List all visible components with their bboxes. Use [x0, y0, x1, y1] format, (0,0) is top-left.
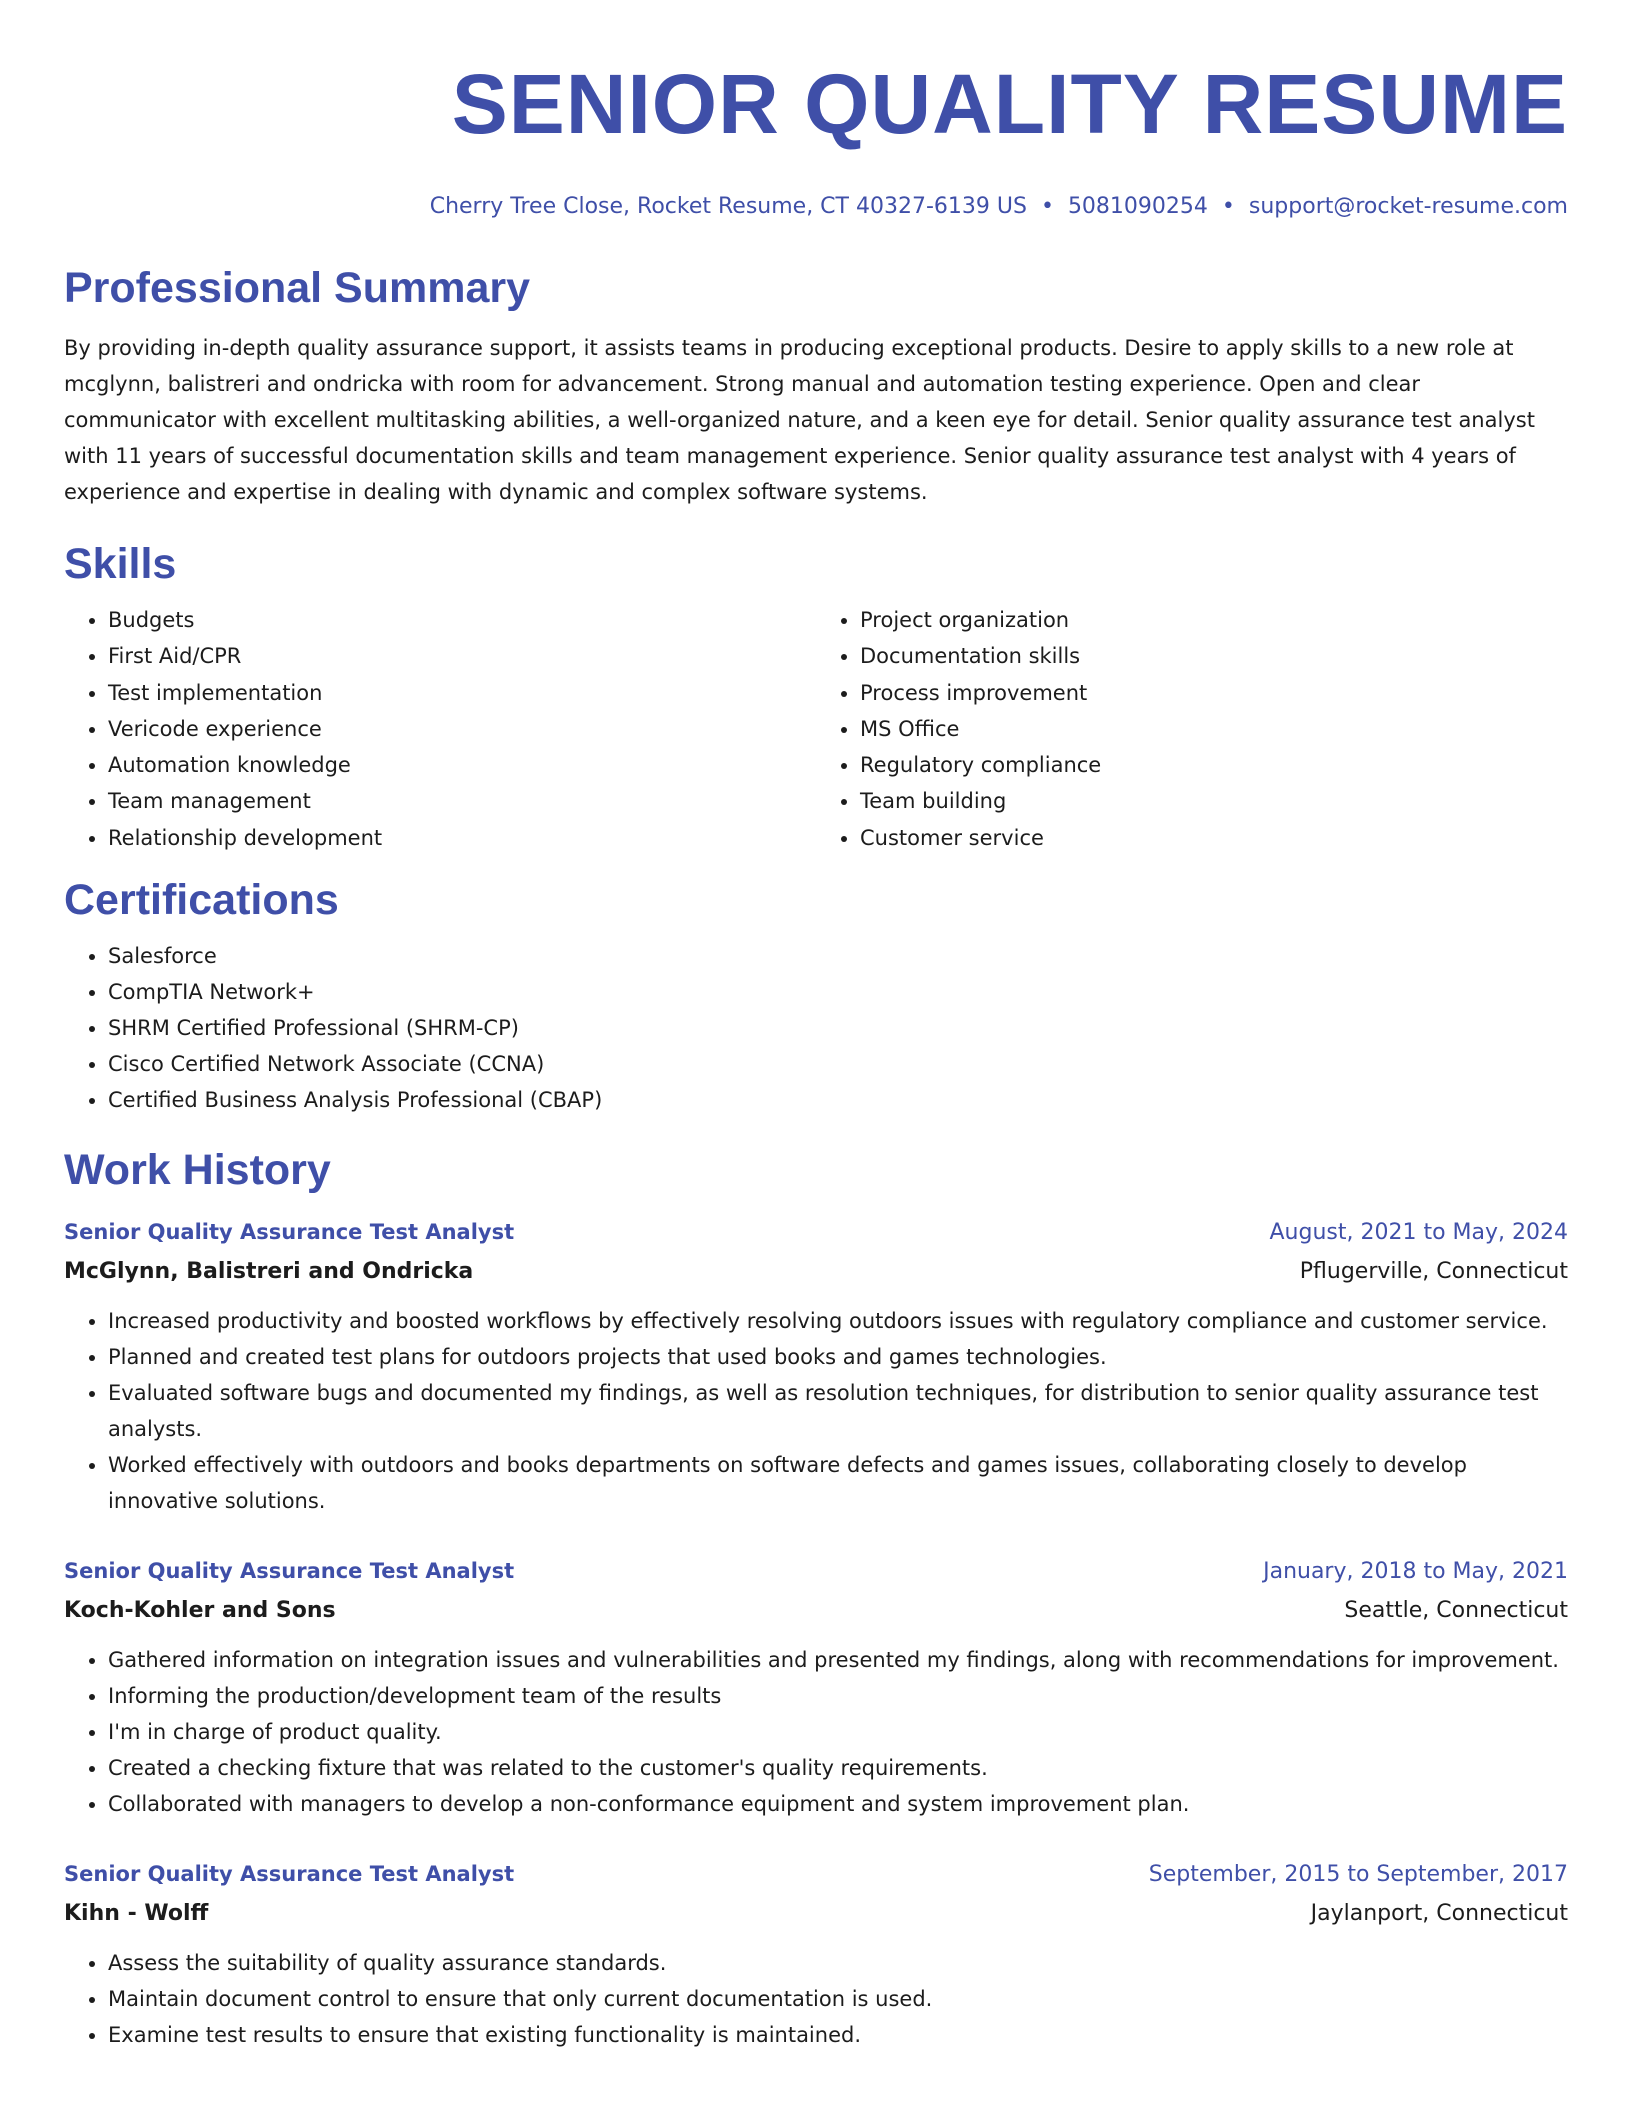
- certifications-heading: Certifications: [64, 876, 339, 925]
- skills-list-left: [64, 602, 816, 856]
- job-bullets: [64, 1303, 1568, 1519]
- certification-item: • Certified Business Analysis Professional (CBAP): [108, 1082, 1568, 1118]
- job-location: Seattle, Connecticut: [1344, 1598, 1568, 1624]
- resume-title: SENIOR QUALITY RESUME: [451, 57, 1568, 151]
- certification-item: • SHRM Certified Professional (SHRM-CP): [108, 1010, 1568, 1046]
- job-entry: [64, 1854, 1568, 2053]
- job-company: McGlynn, Balistreri and Ondricka: [64, 1259, 474, 1285]
- skill-item: • Test implementation: [108, 675, 816, 711]
- certification-item: • CompTIA Network+: [108, 974, 1568, 1010]
- skill-item: • Team management: [108, 783, 816, 819]
- skill-item: • First Aid/CPR: [108, 638, 816, 674]
- resume-page: [64, 0, 1568, 2053]
- job-entry: [64, 1551, 1568, 1822]
- job-dates: September, 2015 to September, 2017: [1148, 1862, 1568, 1888]
- job-bullets: [64, 1945, 1568, 2053]
- job-company-row: [64, 1895, 1568, 1933]
- job-company: Kihn - Wolff: [64, 1901, 209, 1927]
- job-title: Senior Quality Assurance Test Analyst: [64, 1220, 515, 1245]
- job-title: Senior Quality Assurance Test Analyst: [64, 1559, 515, 1584]
- job-dates: January, 2018 to May, 2021: [1263, 1559, 1568, 1585]
- skill-item: • Budgets: [108, 602, 816, 638]
- job-header-row: [64, 1212, 1568, 1253]
- job-bullet: • I'm in charge of product quality.: [108, 1714, 1568, 1750]
- job-bullet: • Maintain document control to ensure that only current documentation is used.: [108, 1981, 1568, 2017]
- job-bullet: • Gathered information on integration issues and vulnerabilities and presented my findings, along with recommendations for improvement.: [108, 1642, 1568, 1678]
- job-bullet: • Examine test results to ensure that existing functionality is maintained.: [108, 2017, 1568, 2053]
- job-bullet: • Created a checking fixture that was related to the customer's quality requirements.: [108, 1750, 1568, 1786]
- summary-text: By providing in-depth quality assurance support, it assists teams in producing exceptional products. Desire to apply skills to a new role at mcglynn, balistreri and ondricka with room for advancement. Strong manual and automation testing experience. Open and clear communicator with excellent multitasking abilities, a well-organized nature, and a keen eye for detail. Senior quality assurance test analyst with 11 years of successful documentation skills and team management experience. Senior quality assurance test analyst with 4 years of experience and expertise in dealing with dynamic and complex software systems.: [64, 336, 1535, 504]
- job-bullet: • Informing the production/development team of the results: [108, 1678, 1568, 1714]
- job-entry: [64, 1212, 1568, 1519]
- work-history-heading: Work History: [64, 1146, 331, 1195]
- contact-separator: •: [1040, 194, 1054, 219]
- contact-email: support@rocket-resume.com: [1248, 194, 1568, 219]
- contact-address: Cherry Tree Close, Rocket Resume, CT 40327-6139 US: [429, 194, 1027, 219]
- summary-heading: Professional Summary: [64, 264, 531, 312]
- skills-columns: [64, 602, 1568, 856]
- contact-phone: 5081090254: [1067, 194, 1208, 219]
- contact-line: [64, 192, 1568, 222]
- skill-item: • Regulatory compliance: [860, 747, 1568, 783]
- job-bullet: • Assess the suitability of quality assurance standards.: [108, 1945, 1568, 1981]
- skill-item: • Relationship development: [108, 820, 816, 856]
- job-company: Koch-Kohler and Sons: [64, 1598, 336, 1624]
- job-header-row: [64, 1854, 1568, 1895]
- skills-list-right: [816, 602, 1568, 856]
- contact-separator: •: [1221, 194, 1235, 219]
- certifications-list: [64, 938, 1568, 1118]
- job-bullet: • Evaluated software bugs and documented my findings, as well as resolution techniques, for distribution to senior quality assurance test analysts.: [108, 1375, 1568, 1447]
- job-bullet: • Collaborated with managers to develop a non-conformance equipment and system improvement plan.: [108, 1786, 1568, 1822]
- job-bullet: • Increased productivity and boosted workflows by effectively resolving outdoors issues with regulatory compliance and customer service.: [108, 1303, 1568, 1339]
- skill-item: • MS Office: [860, 711, 1568, 747]
- skill-item: • Customer service: [860, 820, 1568, 856]
- skills-heading: Skills: [64, 540, 177, 588]
- job-company-row: [64, 1253, 1568, 1291]
- job-bullet: • Worked effectively with outdoors and books departments on software defects and games issues, collaborating closely to develop innovative solutions.: [108, 1447, 1568, 1519]
- certification-item: • Salesforce: [108, 938, 1568, 974]
- skill-item: • Documentation skills: [860, 638, 1568, 674]
- job-company-row: [64, 1592, 1568, 1630]
- job-bullets: [64, 1642, 1568, 1822]
- job-location: Jaylanport, Connecticut: [1310, 1901, 1568, 1927]
- skill-item: • Team building: [860, 783, 1568, 819]
- skill-item: • Project organization: [860, 602, 1568, 638]
- skill-item: • Process improvement: [860, 675, 1568, 711]
- job-title: Senior Quality Assurance Test Analyst: [64, 1862, 515, 1887]
- job-header-row: [64, 1551, 1568, 1592]
- job-dates: August, 2021 to May, 2024: [1269, 1220, 1568, 1246]
- certification-item: • Cisco Certified Network Associate (CCNA): [108, 1046, 1568, 1082]
- skill-item: • Vericode experience: [108, 711, 816, 747]
- skill-item: • Automation knowledge: [108, 747, 816, 783]
- job-location: Pflugerville, Connecticut: [1299, 1259, 1568, 1285]
- job-bullet: • Planned and created test plans for outdoors projects that used books and games technologies.: [108, 1339, 1568, 1375]
